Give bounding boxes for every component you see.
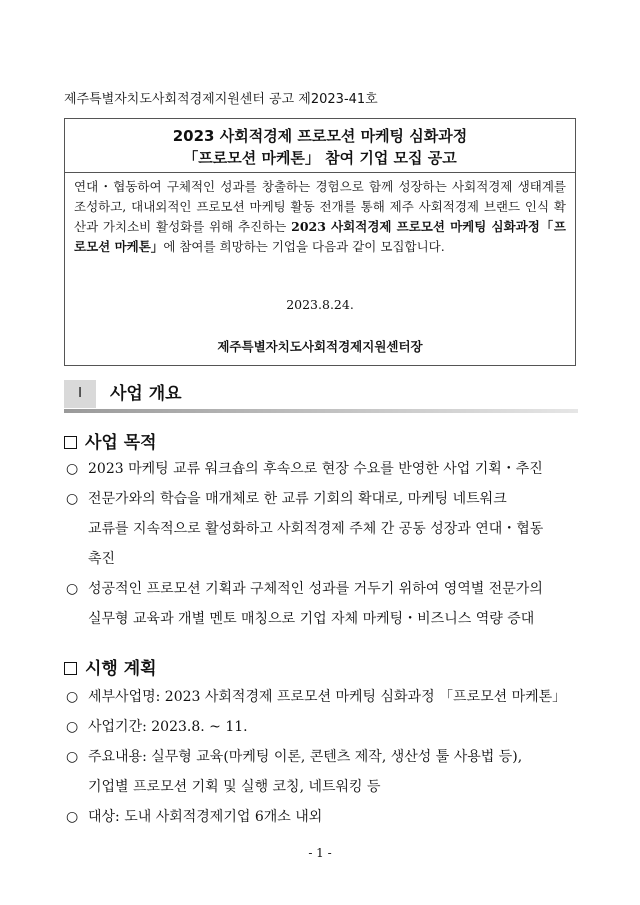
section-rule bbox=[64, 409, 578, 413]
plan-item-text: 사업기간: 2023.8. ~ 11. bbox=[88, 719, 248, 735]
notice-body-text-2: 에 참여를 희망하는 기업을 다음과 같이 모집합니다. bbox=[163, 239, 445, 254]
notice-body-bold: 2023 사회적경제 프로모션 마케팅 심화과정「프로모션 마케톤」 bbox=[74, 219, 566, 254]
notice-title bbox=[65, 119, 575, 173]
purpose-item-text: 전문가와의 학습을 매개체로 한 교류 기회의 확대로, 마케팅 네트워크 bbox=[88, 491, 507, 507]
bullet-circle-icon: ○ bbox=[66, 689, 79, 705]
bullet-circle-icon: ○ bbox=[66, 749, 79, 765]
notice-date: 2023.8.24. bbox=[286, 297, 354, 312]
notice-number: 제주특별자치도사회적경제지원센터 공고 제2023-41호 bbox=[64, 92, 378, 107]
purpose-item-3 bbox=[66, 574, 580, 604]
bullet-circle-icon: ○ bbox=[66, 491, 79, 507]
notice-title-line-2: 「프로모션 마케톤」 참여 기업 모집 공고 bbox=[183, 149, 457, 167]
bullet-circle-icon: ○ bbox=[66, 461, 79, 477]
notice-title-line-1: 2023 사회적경제 프로모션 마케팅 심화과정 bbox=[172, 127, 468, 145]
purpose-heading-text: 사업 목적 bbox=[85, 433, 157, 453]
plan-item-3-cont bbox=[66, 772, 580, 802]
purpose-item-text: 실무형 교육과 개별 멘토 매칭으로 기업 자체 마케팅・비즈니스 역량 증대 bbox=[88, 611, 535, 627]
plan-heading bbox=[64, 654, 157, 679]
purpose-item-text: 2023 마케팅 교류 워크숍의 후속으로 현장 수요를 반영한 사업 기획・추진 bbox=[88, 461, 543, 477]
bullet-circle-icon: ○ bbox=[66, 719, 79, 735]
purpose-item-3-cont bbox=[66, 604, 580, 634]
notice-body bbox=[65, 173, 575, 257]
notice-body-text-1: 연대・협동하여 구체적인 성과를 창출하는 경험으로 함께 성장하는 사회적경제 생태계를 조성하고, 대내외적인 프로모션 마케팅 활동 전개를 통해 제주 사회적경제 브랜드 인식 확산과 가치소비 활성화를 위해 추진하는 bbox=[74, 179, 566, 234]
purpose-item-1 bbox=[66, 454, 580, 484]
purpose-item-text: 촉진 bbox=[88, 551, 116, 567]
bullet-circle-icon: ○ bbox=[66, 809, 79, 825]
plan-heading-text: 시행 계획 bbox=[85, 659, 157, 679]
plan-item-text: 세부사업명: 2023 사회적경제 프로모션 마케팅 심화과정 「프로모션 마케톤」 bbox=[88, 689, 567, 705]
plan-item-2 bbox=[66, 712, 580, 742]
checkbox-square-icon bbox=[64, 436, 77, 449]
notice-box bbox=[64, 118, 576, 366]
checkbox-square-icon bbox=[64, 662, 77, 675]
plan-item-text: 대상: 도내 사회적경제기업 6개소 내외 bbox=[88, 809, 323, 825]
plan-item-1 bbox=[66, 682, 580, 712]
section-title: 사업 개요 bbox=[110, 384, 182, 404]
plan-item-4 bbox=[66, 802, 580, 832]
plan-item-3 bbox=[66, 742, 580, 772]
bullet-circle-icon: ○ bbox=[66, 581, 79, 597]
plan-item-text: 주요내용: 실무형 교육(마케팅 이론, 콘텐츠 제작, 생산성 툴 사용법 등), bbox=[88, 749, 523, 765]
section-number: Ⅰ bbox=[64, 380, 96, 408]
purpose-item-text: 성공적인 프로모션 기획과 구체적인 성과를 거두기 위하여 영역별 전문가의 bbox=[88, 581, 543, 597]
notice-org: 제주특별자치도사회적경제지원센터장 bbox=[217, 339, 423, 354]
page-number: - 1 - bbox=[308, 846, 332, 860]
plan-item-text: 기업별 프로모션 기획 및 실행 코칭, 네트워킹 등 bbox=[88, 779, 381, 795]
section-header bbox=[64, 380, 578, 410]
purpose-item-text: 교류를 지속적으로 활성화하고 사회적경제 주체 간 공동 성장과 연대・협동 bbox=[88, 521, 544, 537]
purpose-item-2-cont bbox=[66, 514, 580, 544]
purpose-item-2-cont2 bbox=[66, 544, 580, 574]
purpose-item-2 bbox=[66, 484, 580, 514]
purpose-heading bbox=[64, 428, 157, 453]
